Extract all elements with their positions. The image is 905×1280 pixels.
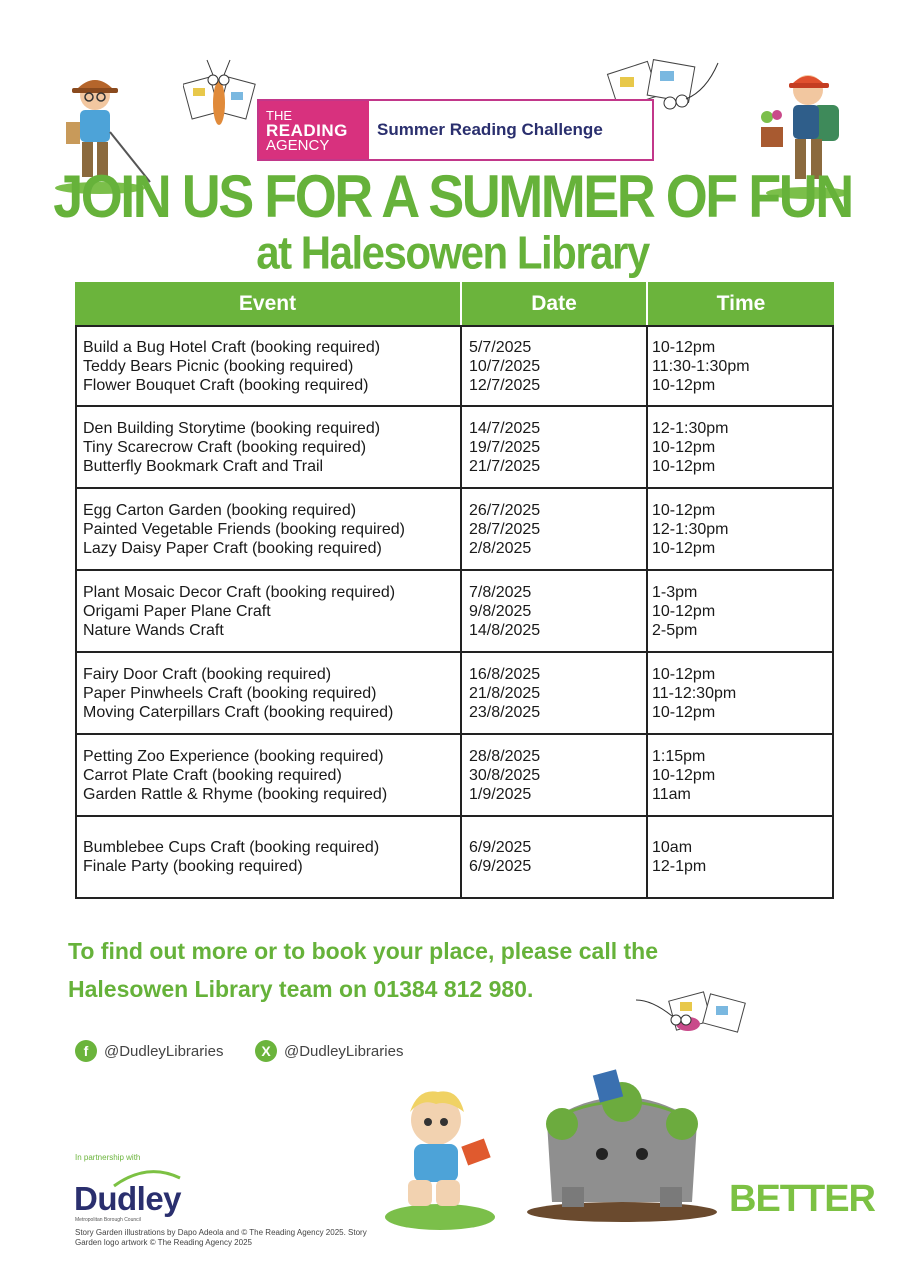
date-cell	[462, 327, 648, 405]
event-text: Fairy Door Craft (booking required)	[83, 665, 332, 683]
reading-agency-logo	[257, 99, 654, 161]
book-bug-illustration-left	[183, 58, 258, 138]
table-body	[75, 325, 834, 899]
event-text: Garden Rattle & Rhyme (booking required)	[83, 785, 388, 803]
event-cell	[77, 327, 462, 405]
event-text: Flower Bouquet Craft (booking required)	[83, 376, 369, 394]
date-cell	[462, 571, 648, 651]
table-row-group	[75, 489, 834, 571]
booking-info-line-2: Halesowen Library team on 01384 812 980.	[68, 976, 534, 1002]
time-text: 10-12pm	[652, 602, 716, 620]
date-text: 6/9/2025	[469, 858, 532, 875]
rock-creature-illustration	[522, 1062, 722, 1227]
date-text: 6/9/2025	[469, 839, 532, 856]
twitter-handle[interactable]	[255, 1040, 403, 1062]
time-text: 10-12pm	[652, 376, 716, 394]
reading-agency-mark	[259, 101, 369, 159]
time-text: 11-12:30pm	[652, 684, 737, 702]
event-text: Moving Caterpillars Craft (booking required)	[83, 703, 394, 721]
event-text: Origami Paper Plane Craft	[83, 602, 271, 620]
date-text: 9/8/2025	[469, 602, 532, 620]
header-event: Event	[75, 282, 462, 325]
event-cell	[77, 571, 462, 651]
table-row-group	[75, 571, 834, 653]
time-cell	[648, 653, 832, 733]
date-cell	[462, 407, 648, 487]
date-text: 23/8/2025	[469, 703, 541, 721]
time-text: 1-3pm	[652, 583, 698, 601]
event-text: Den Building Storytime (booking required)	[83, 419, 381, 437]
dudley-council-label: Metropolitan Borough Council	[75, 1217, 141, 1223]
event-cell	[77, 817, 462, 897]
time-text: 10-12pm	[652, 766, 716, 784]
table-row-group	[75, 735, 834, 817]
date-text: 30/8/2025	[469, 766, 541, 784]
header-time: Time	[648, 282, 834, 325]
booking-info-line-1: To find out more or to book your place, please call the	[68, 938, 658, 964]
event-text: Paper Pinwheels Craft (booking required)	[83, 684, 377, 702]
x-icon: X	[255, 1040, 277, 1062]
date-text: 21/8/2025	[469, 684, 541, 702]
date-text: 16/8/2025	[469, 665, 541, 683]
table-row-group	[75, 407, 834, 489]
time-text: 10-12pm	[652, 665, 716, 683]
summer-reading-challenge-label: Summer Reading Challenge	[377, 120, 603, 139]
date-cell	[462, 817, 648, 897]
time-cell	[648, 489, 832, 569]
date-text: 5/7/2025	[469, 338, 532, 356]
time-text: 10-12pm	[652, 338, 716, 356]
event-text: Painted Vegetable Friends (booking required)	[83, 520, 405, 538]
page-subtitle: at Halesowen Library	[256, 226, 649, 279]
time-text: 10-12pm	[652, 457, 716, 475]
date-text: 1/9/2025	[469, 785, 532, 803]
time-text: 10-12pm	[652, 438, 716, 456]
table-row-group	[75, 325, 834, 407]
events-table	[75, 282, 834, 899]
event-text: Build a Bug Hotel Craft (booking required)	[83, 338, 381, 356]
time-text: 11:30-1:30pm	[652, 357, 750, 375]
time-text: 10-12pm	[652, 703, 716, 721]
date-text: 7/8/2025	[469, 583, 532, 601]
logo-line-2: READING	[266, 120, 348, 140]
page-title: JOIN US FOR A SUMMER OF FUN	[53, 163, 852, 231]
time-cell	[648, 571, 832, 651]
date-cell	[462, 489, 648, 569]
time-text: 10-12pm	[652, 501, 716, 519]
header-date: Date	[462, 282, 648, 325]
facebook-handle[interactable]	[75, 1040, 223, 1062]
event-text: Butterfly Bookmark Craft and Trail	[83, 457, 324, 475]
dudley-logo: Dudley	[74, 1180, 182, 1217]
time-text: 11am	[652, 785, 691, 803]
event-text: Bumblebee Cups Craft (booking required)	[83, 839, 380, 856]
event-cell	[77, 489, 462, 569]
date-text: 14/8/2025	[469, 621, 541, 639]
book-bug-illustration-footer	[632, 990, 752, 1050]
event-text: Lazy Daisy Paper Craft (booking required)	[83, 539, 382, 557]
facebook-handle-text: @DudleyLibraries	[104, 1042, 224, 1060]
time-text: 12-1:30pm	[652, 419, 729, 437]
time-text: 10am	[652, 839, 693, 856]
event-text: Nature Wands Craft	[83, 621, 224, 639]
time-text: 10-12pm	[652, 539, 716, 557]
twitter-handle-text: @DudleyLibraries	[284, 1042, 404, 1060]
time-cell	[648, 327, 832, 405]
logo-line-3: AGENCY	[266, 136, 330, 154]
better-logo: BETTER	[729, 1178, 875, 1220]
table-row-group	[75, 817, 834, 899]
date-text: 26/7/2025	[469, 501, 541, 519]
date-text: 2/8/2025	[469, 539, 532, 557]
partnership-label: In partnership with	[75, 1153, 141, 1162]
date-cell	[462, 653, 648, 733]
event-text: Carrot Plate Craft (booking required)	[83, 766, 342, 784]
facebook-icon: f	[75, 1040, 97, 1062]
time-text: 12-1pm	[652, 858, 707, 875]
time-cell	[648, 407, 832, 487]
event-cell	[77, 735, 462, 815]
date-text: 21/7/2025	[469, 457, 541, 475]
event-text: Finale Party (booking required)	[83, 858, 303, 875]
time-text: 2-5pm	[652, 621, 698, 639]
illustration-credit: Story Garden illustrations by Dapo Adeola and © The Reading Agency 2025. Story Garden logo artwork © The Reading Agency 2025	[75, 1228, 367, 1247]
table-header-row	[75, 282, 834, 325]
time-cell	[648, 735, 832, 815]
date-text: 19/7/2025	[469, 438, 541, 456]
date-text: 10/7/2025	[469, 357, 541, 375]
time-text: 1:15pm	[652, 747, 706, 765]
date-text: 28/7/2025	[469, 520, 541, 538]
date-text: 14/7/2025	[469, 419, 541, 437]
time-text: 12-1:30pm	[652, 520, 729, 538]
table-row-group	[75, 653, 834, 735]
date-cell	[462, 735, 648, 815]
logo-line-1: THE	[266, 107, 292, 123]
time-cell	[648, 817, 832, 897]
event-text: Tiny Scarecrow Craft (booking required)	[83, 438, 367, 456]
event-text: Egg Carton Garden (booking required)	[83, 501, 357, 519]
date-text: 12/7/2025	[469, 376, 541, 394]
event-text: Teddy Bears Picnic (booking required)	[83, 357, 354, 375]
event-cell	[77, 653, 462, 733]
event-text: Plant Mosaic Decor Craft (booking required)	[83, 583, 396, 601]
event-cell	[77, 407, 462, 487]
child-reading-illustration	[378, 1082, 503, 1232]
date-text: 28/8/2025	[469, 747, 541, 765]
event-text: Petting Zoo Experience (booking required)	[83, 747, 384, 765]
